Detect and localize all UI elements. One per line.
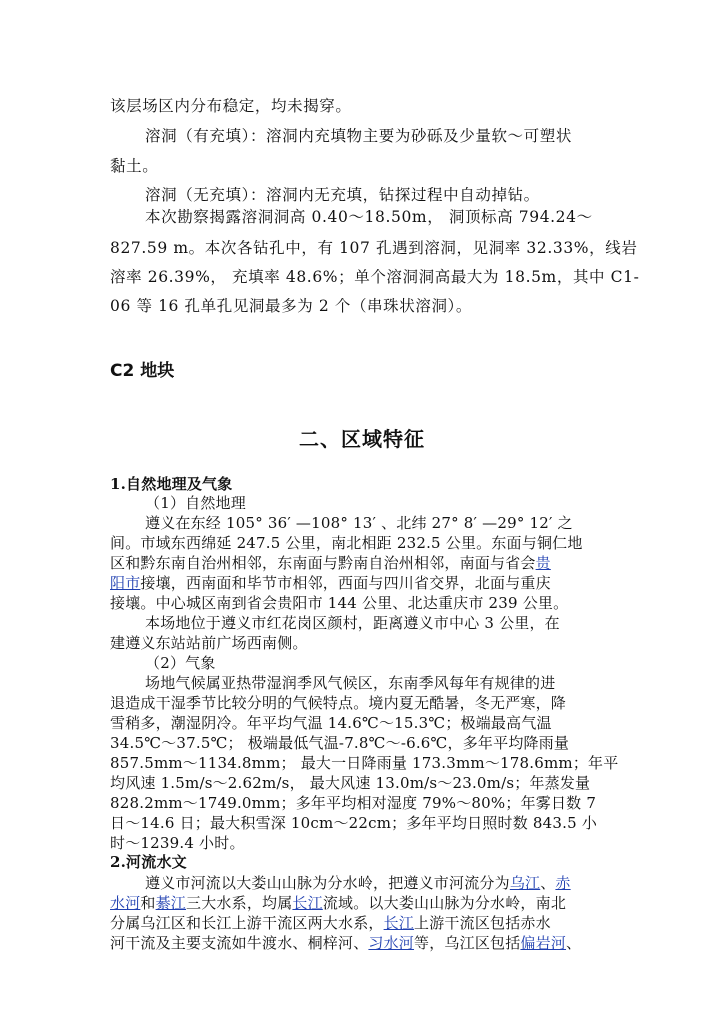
link-pianyanhe[interactable]: 偏岩河	[520, 934, 567, 952]
chapter-heading: 二、区域特征	[299, 427, 425, 451]
text-span: 遵义市河流以大娄山山脉为分水岭，把遵义市河流分为	[145, 874, 510, 892]
text-line: 黏土。	[110, 157, 159, 175]
text-span: 等，乌江区包括	[414, 934, 521, 952]
link-chishuihe[interactable]: 赤	[555, 874, 571, 892]
text-line	[110, 912, 551, 933]
link-xishuihe[interactable]: 习水河	[368, 934, 415, 952]
text-line: 857.5mm～1134.8mm； 最大一日降雨量 173.3mm～178.6mm；年平	[110, 754, 619, 772]
text-line: 06 等 16 孔单孔见洞最多为 2 个（串珠状溶洞）。	[110, 297, 472, 315]
link-guiyang[interactable]: 贵	[535, 554, 551, 572]
subsection-title: 1.自然地理及气象	[110, 475, 233, 493]
text-span: 区和黔东南自治州相邻，东南面与黔南自治州相邻，南面与省会	[110, 554, 536, 572]
text-line: 间。市域东西绵延 247.5 公里，南北相距 232.5 公里。东面与铜仁地	[110, 534, 583, 552]
text-line: 828.2mm～1749.0mm；多年平均相对湿度 79%～80%；年雾日数 7	[110, 794, 597, 812]
text-span: 和	[140, 894, 156, 912]
text-line: 本场地位于遵义市红花岗区颜村，距离遵义市中心 3 公里，在	[145, 614, 560, 632]
subsection-title: 2.河流水文	[110, 853, 187, 871]
text-line: 该层场区内分布稳定，均未揭穿。	[110, 97, 352, 115]
text-line: 溶率 26.39%， 充填率 48.6%；单个溶洞洞高最大为 18.5m，其中 C1-	[110, 268, 640, 286]
text-span: 上游干流区包括赤水	[414, 914, 551, 932]
link-chishuihe[interactable]: 水河	[110, 894, 141, 912]
text-line: 接壤。中心城区南到省会贵阳市 144 公里、北达重庆市 239 公里。	[110, 594, 569, 612]
text-line: 雪稍多，潮湿阴冷。年平均气温 14.6℃～15.3℃；极端最高气温	[110, 714, 552, 732]
text-line: 退造成干湿季节比较分明的气候特点。境内夏无酷暑，冬无严寒，降	[110, 694, 567, 712]
sub-subsection-title: （1）自然地理	[145, 494, 246, 512]
text-span: 接壤，西南面和毕节市相邻，西面与四川省交界，北面与重庆	[140, 574, 551, 592]
text-line: 建遵义东站站前广场西南侧。	[110, 634, 308, 652]
text-span: 、	[566, 934, 582, 952]
link-changjiang[interactable]: 长江	[383, 914, 415, 932]
text-line: 均风速 1.5m/s～2.62m/s， 最大风速 13.0m/s～23.0m/s；年蒸发量	[110, 774, 591, 792]
text-line	[110, 892, 566, 913]
sub-subsection-title: （2）气象	[145, 654, 216, 672]
text-line: 场地气候属亚热带湿润季风气候区，东南季风每年有规律的进	[145, 674, 556, 692]
text-line: 遵义在东经 105° 36′ —108° 13′ 、北纬 27° 8′ —29° 12′ 之	[145, 514, 573, 532]
text-line	[110, 932, 581, 953]
text-span: 、	[540, 874, 556, 892]
text-span: 分属乌江区和长江上游干流区两大水系，	[110, 914, 384, 932]
text-span: 三大水系，均属	[186, 894, 293, 912]
text-line	[110, 572, 551, 593]
text-line: 827.59 m。本次各钻孔中，有 107 孔遇到溶洞，见洞率 32.33%，线岩	[110, 239, 638, 257]
link-wujiang[interactable]: 乌江	[509, 874, 541, 892]
text-span: 流域。以大娄山山脉为分水岭，南北	[322, 894, 567, 912]
link-changjiang[interactable]: 长江	[292, 894, 323, 912]
text-line: 本次勘察揭露溶洞洞高 0.40～18.50m， 洞顶标高 794.24～	[145, 208, 593, 226]
text-line: 时～1239.4 小时。	[110, 834, 245, 852]
section-heading-c2: C2 地块	[110, 361, 175, 381]
link-qijiang[interactable]: 綦江	[155, 894, 187, 912]
text-line	[110, 552, 551, 573]
text-line: 34.5℃～37.5℃； 极端最低气温-7.8℃～-6.6℃，多年平均降雨量	[110, 734, 570, 752]
link-guiyang[interactable]: 阳市	[110, 574, 141, 592]
text-line: 日～14.6 日；最大积雪深 10cm～22cm；多年平均日照时数 843.5 小	[110, 814, 598, 832]
text-span: 河干流及主要支流如牛渡水、桐梓河、	[110, 934, 369, 952]
text-line: 溶洞（无充填）：溶洞内无充填，钻探过程中自动掉钻。	[145, 186, 540, 204]
text-line: 溶洞（有充填）：溶洞内充填物主要为砂砾及少量软～可塑状	[145, 127, 572, 145]
text-line	[145, 872, 571, 893]
